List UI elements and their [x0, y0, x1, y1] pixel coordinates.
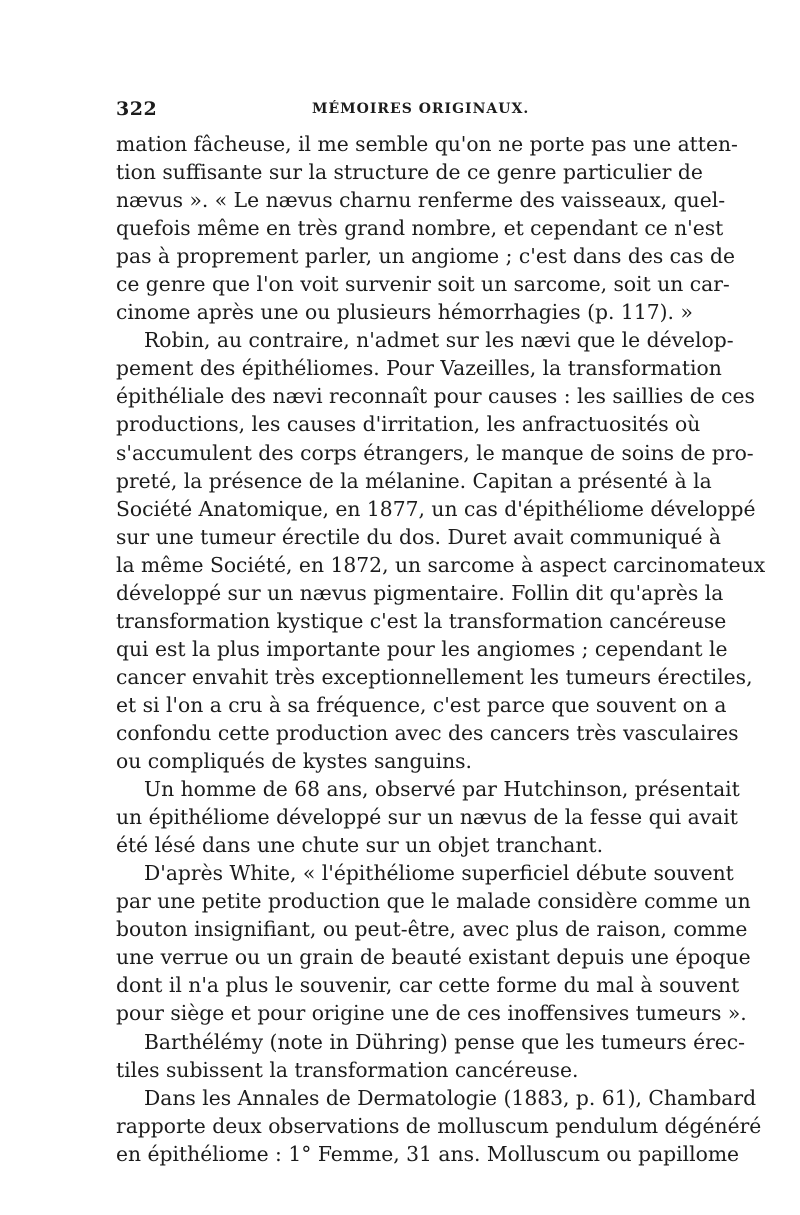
running-title: MÉMOIRES ORIGINAUX. — [312, 101, 530, 117]
text-line: preté, la présence de la mélanine. Capitan a présenté à la — [116, 468, 712, 493]
text-line: épithéliale des nævi reconnaît pour causes : les saillies de ces — [116, 384, 755, 409]
text-line: Dans les Annales de Dermatologie (1883, p. 61), Chambard — [144, 1085, 757, 1110]
text-line: Société Anatomique, en 1877, un cas d'épithéliome développé — [116, 496, 756, 521]
text-line: été lésé dans une chute sur un objet tranchant. — [116, 833, 604, 858]
text-line: une verrue ou un grain de beauté existant depuis une époque — [116, 945, 751, 970]
text-line: s'accumulent des corps étrangers, le manque de soins de pro- — [116, 440, 754, 465]
text-line: quefois même en très grand nombre, et cependant ce n'est — [116, 216, 724, 241]
text-line: mation fâcheuse, il me semble qu'on ne porte pas une atten- — [116, 132, 738, 156]
text-line: nævus ». « Le nævus charnu renferme des vaisseaux, quel- — [116, 188, 726, 213]
text-line: tiles subissent la transformation cancéreuse. — [116, 1057, 579, 1082]
text-line: par une petite production que le malade considère comme un — [116, 889, 751, 914]
text-line: bouton insignifiant, ou peut-être, avec plus de raison, comme — [116, 917, 748, 942]
text-line: en épithéliome : 1° Femme, 31 ans. Molluscum ou papillome — [116, 1141, 740, 1166]
body-text — [116, 130, 766, 1168]
text-line: pas à proprement parler, un angiome ; c'est dans des cas de — [116, 244, 735, 269]
text-line: productions, les causes d'irritation, les anfractuosités où — [116, 412, 701, 437]
text-line: Robin, au contraire, n'admet sur les nævi que le dévelop- — [144, 328, 734, 353]
text-line: tion suffisante sur la structure de ce genre particulier de — [116, 160, 703, 185]
text-line: un épithéliome développé sur un nævus de la fesse qui avait — [116, 805, 738, 830]
text-line: et si l'on a cru à sa fréquence, c'est parce que souvent on a — [116, 692, 727, 717]
text-line: dont il n'a plus le souvenir, car cette forme du mal à souvent — [116, 973, 740, 998]
text-line: ce genre que l'on voit survenir soit un sarcome, soit un car- — [116, 272, 730, 297]
text-line: ou compliqués de kystes sanguins. — [116, 749, 472, 774]
text-line: sur une tumeur érectile du dos. Duret avait communiqué à — [116, 524, 722, 549]
text-line: développé sur un nævus pigmentaire. Follin dit qu'après la — [116, 580, 724, 605]
text-line: D'après White, « l'épithéliome superficiel débute souvent — [144, 861, 734, 886]
text-line: Barthélémy (note in Dühring) pense que les tumeurs érec- — [144, 1029, 745, 1054]
text-line: la même Société, en 1872, un sarcome à aspect carcinomateux — [116, 552, 766, 577]
text-line: Un homme de 68 ans, observé par Hutchinson, présentait — [144, 777, 740, 802]
page-header — [116, 98, 684, 122]
text-line: confondu cette production avec des cancers très vasculaires — [116, 720, 739, 745]
page-number: 322 — [116, 98, 158, 120]
text-line: cinome après une ou plusieurs hémorrhagies (p. 117). » — [116, 300, 693, 325]
text-line: qui est la plus importante pour les angiomes ; cependant le — [116, 636, 728, 661]
text-line: cancer envahit très exceptionnellement les tumeurs érectiles, — [116, 664, 753, 689]
text-line: rapporte deux observations de molluscum pendulum dégénéré — [116, 1113, 762, 1138]
text-line: pement des épithéliomes. Pour Vazeilles, la transformation — [116, 356, 722, 381]
text-line: pour siège et pour origine une de ces inoffensives tumeurs ». — [116, 1001, 747, 1026]
text-line: transformation kystique c'est la transformation cancéreuse — [116, 608, 727, 633]
